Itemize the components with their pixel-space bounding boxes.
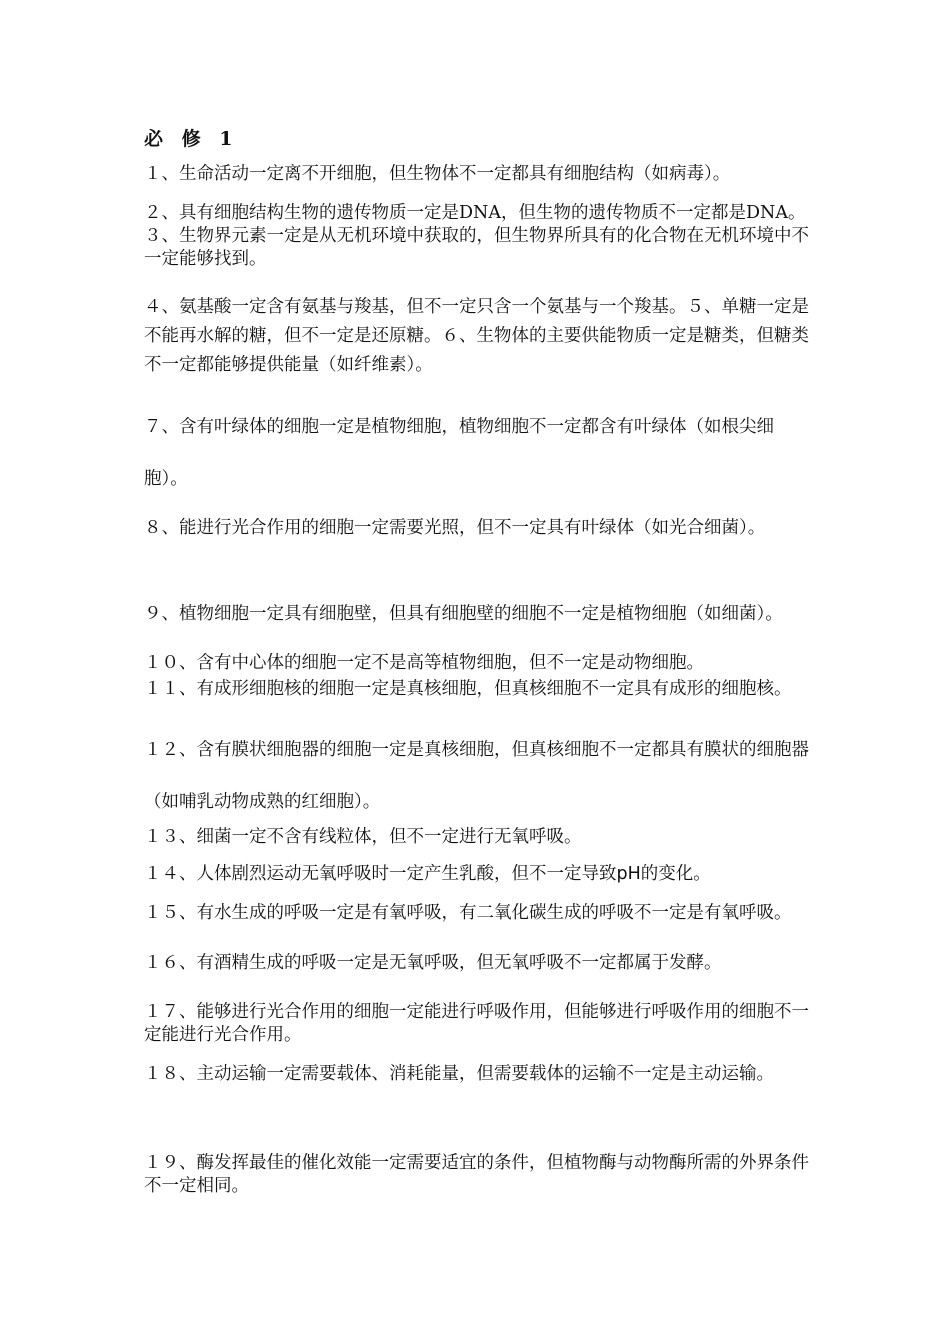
item-8: ８、能进行光合作用的细胞一定需要光照，但不一定具有叶绿体（如光合细菌）。 [144,518,766,538]
item-1: １、生命活动一定离不开细胞，但生物体不一定都具有细胞结构（如病毒）。 [144,164,731,184]
item-10: １０、含有中心体的细胞一定不是高等植物细胞，但不一定是动物细胞。 [144,653,704,673]
item-2-3: ２、具有细胞结构生物的遗传物质一定是DNA，但生物的遗传物质不一定都是DNA。３、生物界元素一定是从无机环境中获取的，但生物界所具有的化合物在无机环境中不一定能够找到。 [144,203,809,269]
item-18: １８、主动运输一定需要载体、消耗能量，但需要载体的运输不一定是主动运输。 [144,1064,774,1084]
item-4-5-6: ４、氨基酸一定含有氨基与羧基，但不一定只含一个氨基与一个羧基。５、单糖一定是不能再水解的糖，但不一定是还原糖。６、生物体的主要供能物质一定是糖类，但糖类不一定都能够提供能量（如纤维素）。 [144,297,809,375]
item-16: １６、有酒精生成的呼吸一定是无氧呼吸，但无氧呼吸不一定都属于发酵。 [144,953,722,973]
item-12: １２、含有膜状细胞器的细胞一定是真核细胞，但真核细胞不一定都具有膜状的细胞器（如哺乳动物成熟的红细胞）。 [144,740,809,812]
item-13: １３、细菌一定不含有线粒体，但不一定进行无氧呼吸。 [144,827,582,847]
item-14: １４、人体剧烈运动无氧呼吸时一定产生乳酸，但不一定导致pH的变化。 [144,864,711,884]
section-title: 必 修 1 [144,128,239,150]
item-19: １９、酶发挥最佳的催化效能一定需要适宜的条件，但植物酶与动物酶所需的外界条件不一定相同。 [144,1153,809,1196]
item-7: ７、含有叶绿体的细胞一定是植物细胞，植物细胞不一定都含有叶绿体（如根尖细胞）。 [144,417,774,489]
item-11: １１、有成形细胞核的细胞一定是真核细胞，但真核细胞不一定具有成形的细胞核。 [144,679,792,699]
item-15: １５、有水生成的呼吸一定是有氧呼吸，有二氧化碳生成的呼吸不一定是有氧呼吸。 [144,903,792,923]
item-9: ９、植物细胞一定具有细胞壁，但具有细胞壁的细胞不一定是植物细胞（如细菌）。 [144,604,783,624]
item-17: １７、能够进行光合作用的细胞一定能进行呼吸作用，但能够进行呼吸作用的细胞不一定能进行光合作用。 [144,1002,809,1045]
